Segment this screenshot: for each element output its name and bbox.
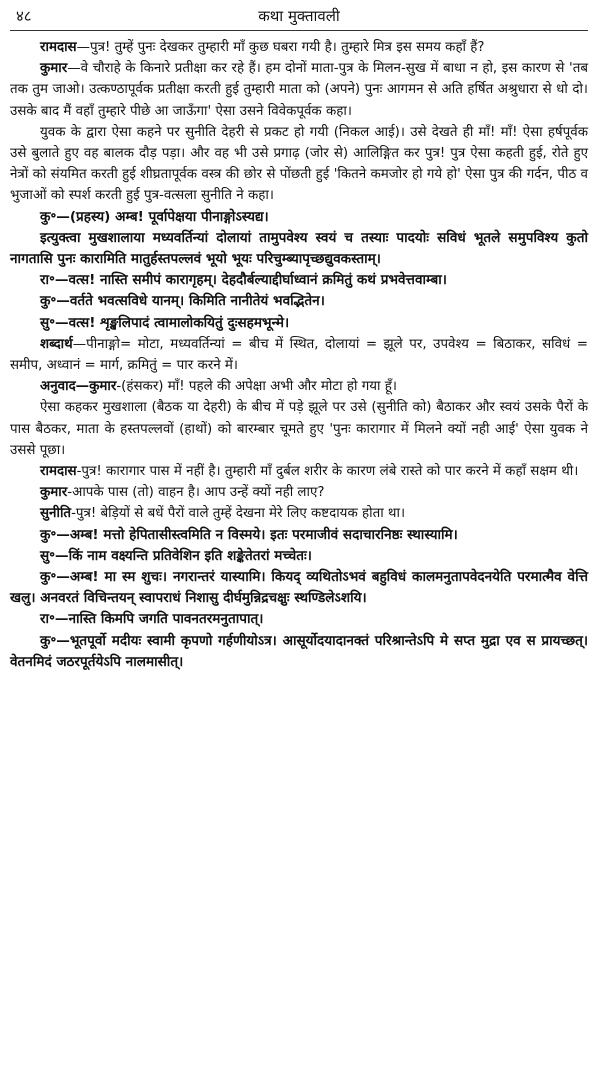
paragraph-text: -पुत्र! कारागार पास में नहीं है। तुम्हारी माँ दुर्बल शरीर के कारण लंबे रास्ते को पार करने में कहाँ सक्षम थी। — [76, 464, 579, 480]
paragraph-text: कु॰—अम्ब! मत्तो हेपितासीस्त्वमिति न विस्मये। इतः परमाजीवं सदाचारनिष्ठः स्थास्यामि। — [40, 526, 458, 543]
sanskrit-verse — [10, 270, 588, 291]
sanskrit-verse — [10, 313, 588, 334]
paragraph — [10, 397, 588, 461]
speaker-label: कुमार — [40, 61, 68, 77]
speaker-label: कुमार — [40, 485, 68, 501]
glossary-paragraph — [10, 334, 588, 376]
sanskrit-verse — [10, 228, 588, 270]
paragraph-text: -पुत्र! बेड़ियों से बधें पैरों वाले तुम्हें देखना मेरे लिए कष्टदायक होता था। — [71, 506, 406, 522]
sanskrit-verse — [10, 609, 588, 630]
page-body — [10, 37, 588, 673]
running-title: कथा मुक्तावली — [258, 7, 340, 25]
paragraph — [10, 376, 588, 397]
paragraph — [10, 503, 588, 524]
paragraph-text: इत्युक्त्वा मुखशालाया मध्यवर्तिन्यां दोलायां तामुपवेश्य स्वयं च तस्याः पादयोः सविधं भूतले समुपविश्य कुतो नागतासि पुनः कारामिति मातुर्हस्तपल्लवं भूयो भूयः परिचुम्ब्यापृच्छद्युवकस्ताम्। — [10, 229, 588, 268]
paragraph-text: युवक के द्वारा ऐसा कहने पर सुनीति देहरी से प्रकट हो गयी (निकल आई)। उसे देखते ही माँ! माँ! ऐसा हर्षपूर्वक उसे बुलाते हुए वह बालक दौड़ पड़ा। और वह भी उसे प्रगाढ़ (जोर से) आलिङ्गित कर पुत्र! पुत्र ऐसा कहती हुई, रोते हुए नेत्रों को संयमित करती हुई शीघ्रतापूर्वक वस्त्र की छोर से पोंछती हुई 'कितने कमजोर हो गये हो' ऐसा पुत्र की गर्दन, पीठ व भुजाओं को स्पर्श करती हुई पुत्र-वत्सला सुनीति ने कहा। — [10, 124, 588, 204]
speaker-label: अनुवाद—कुमार — [40, 379, 117, 395]
paragraph — [10, 482, 588, 503]
speaker-label: रामदास — [40, 40, 77, 55]
paragraph-text: -आपके पास (तो) वाहन है। आप उन्हें क्यों नही लाए? — [67, 485, 325, 501]
paragraph — [10, 58, 588, 122]
paragraph-text: कु॰—अम्ब! मा स्म शुचः। नगरान्तरं यास्यामि। कियद् व्यथितोऽभवं बहुविधं कालमनुतापवेदनयेति परमात्मैव वेत्ति खलु। अनवरतं विचिन्तयन् स्वापराधं निशासु दीर्घमुन्निद्रचक्षुः स्थण्डिलेऽशयि। — [10, 569, 588, 607]
paragraph-text: कु॰—भूतपूर्वो मदीयः स्वामी कृपणो गर्हणीयोऽत्र। आसूर्योदयादानक्तं परिश्रान्तेऽपि मे सप्त मुद्रा एव स प्रायच्छत्। वेतनमिदं जठरपूर्तयेऽपि नालमासीत्। — [10, 632, 588, 670]
paragraph — [10, 37, 588, 58]
paragraph-text: -(हंसकर) माँ! पहले की अपेक्षा अभी और मोटा हो गया हूँ। — [116, 379, 397, 395]
speaker-label: शब्दार्थ — [40, 336, 73, 352]
sanskrit-verse — [10, 631, 588, 673]
paragraph-text: सु॰—वत्स! शृङ्खलिपादं त्वामालोकयितुं दुःसहमभून्मे। — [40, 314, 290, 331]
sanskrit-verse — [10, 525, 588, 546]
paragraph — [10, 461, 588, 482]
paragraph-text: रा॰—वत्स! नास्ति समीपं कारागृहम्। देहदौर्बल्याद्दीर्घाध्वानं क्रमितुं कथं प्रभवेत्तवाम्बा। — [40, 272, 447, 289]
paragraph-text: —वे चौराहे के किनारे प्रतीक्षा कर रहे हैं। हम दोनों माता-पुत्र के मिलन-सुख में बाधा न हो, इस कारण से 'तब तक तुम जाओ। उत्कण्ठापूर्वक प्रतीक्षा करती हुई तुम्हारी माता को (अपने) पुनः आगमन से अति हर्षित अश्रुधारा से धो दो। उसके बाद मैं वहाँ तुम्हारे पीछे आ जाऊँगा' ऐसा उसने विवेकपूर्वक कहा। — [10, 61, 588, 119]
page-number: ४८ — [16, 7, 32, 25]
paragraph-text: ऐसा कहकर मुखशाला (बैठक या देहरी) के बीच में पड़े झूले पर उसे (सुनीति को) बैठाकर और स्वयं उसके पैरों के पास बैठकर, माता के हस्तपल्लवों (हाथों) को बारम्बार चूमते हुए 'पुनः कारागार में मिलने क्यों नही आई' ऐसा युवक ने उससे पूछा। — [10, 400, 588, 458]
sanskrit-verse — [10, 207, 588, 228]
paragraph-text: सु॰—किं नाम वक्ष्यन्ति प्रतिवेशिन इति शङ्केतेतरां मच्चेतः। — [40, 547, 312, 564]
paragraph-text: कु॰—(प्रहस्य) अम्ब! पूर्वापेक्षया पीनाङ्गोऽस्यद्य। — [40, 208, 269, 225]
paragraph-text: —पुत्र! तुम्हें पुनः देखकर तुम्हारी माँ कुछ घबरा गयी है। तुम्हारे मित्र इस समय कहाँ हैं? — [76, 40, 485, 55]
speaker-label: सुनीति — [40, 506, 72, 522]
sanskrit-verse — [10, 567, 588, 609]
speaker-label: रामदास — [40, 464, 77, 480]
paragraph-text: रा॰—नास्ति किमपि जगति पावनतरमनुतापात्। — [40, 611, 264, 628]
page-header — [10, 0, 588, 31]
sanskrit-verse — [10, 546, 588, 567]
paragraph-text: —पीनाङ्गो= मोटा, मध्यवर्तिन्यां = बीच में स्थित, दोलायां = झूले पर, उपवेश्य = बिठाकर, सविधं = समीप, अध्वानं = मार्ग, क्रमितुं = पार करने में। — [10, 336, 588, 374]
paragraph — [10, 122, 588, 207]
sanskrit-verse — [10, 291, 588, 312]
paragraph-text: कु॰—वर्तते भवत्सविधे यानम्। किमिति नानीतेयं भवद्भितेन। — [40, 293, 325, 310]
